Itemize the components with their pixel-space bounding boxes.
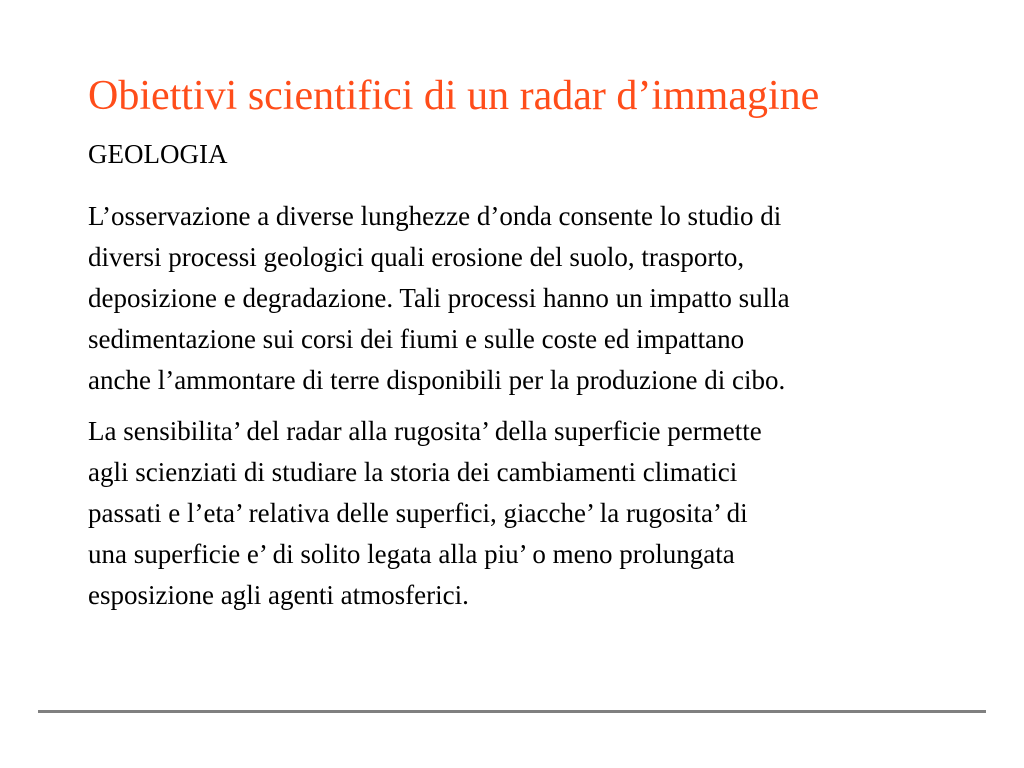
section-heading: GEOLOGIA: [88, 139, 228, 169]
text-line: La sensibilita’ del radar alla rugosita’ della superficie permette: [88, 416, 762, 446]
paragraph: [88, 196, 988, 401]
text-line: deposizione e degradazione. Tali processi hanno un impatto sulla: [88, 283, 790, 313]
text-line: agli scienziati di studiare la storia dei cambiamenti climatici: [88, 457, 738, 487]
text-line: una superficie e’ di solito legata alla piu’ o meno prolungata: [88, 539, 735, 569]
text-line: esposizione agli agenti atmosferici.: [88, 580, 469, 610]
footer-divider: [38, 710, 986, 713]
text-line: L’osservazione a diverse lunghezze d’onda consente lo studio di: [88, 201, 782, 231]
text-line: sedimentazione sui corsi dei fiumi e sulle coste ed impattano: [88, 324, 745, 354]
text-line: passati e l’eta’ relativa delle superfici, giacche’ la rugosita’ di: [88, 498, 748, 528]
text-line: anche l’ammontare di terre disponibili per la produzione di cibo.: [88, 365, 786, 395]
text-line: diversi processi geologici quali erosione del suolo, trasporto,: [88, 242, 745, 272]
slide-title: Obiettivi scientifici di un radar d’immagine: [88, 73, 820, 119]
slide-body: [88, 196, 988, 626]
paragraph: [88, 411, 988, 616]
